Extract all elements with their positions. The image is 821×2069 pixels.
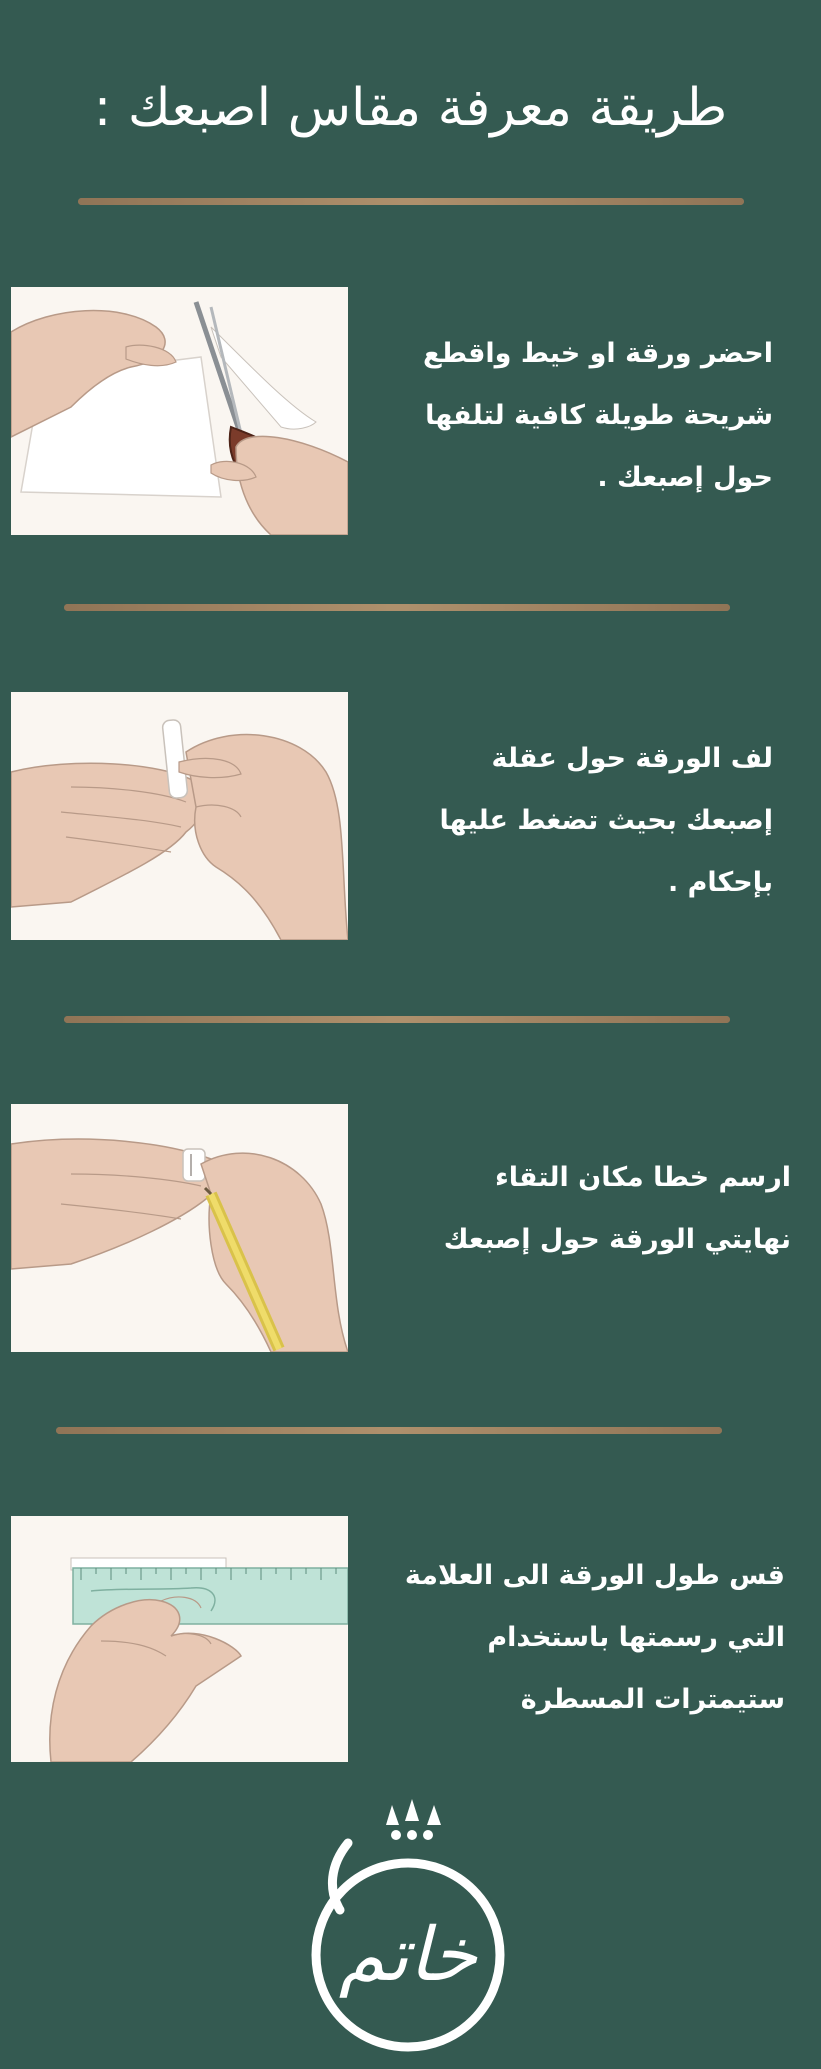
step-line: بإحكام .	[667, 867, 773, 898]
divider-1	[64, 604, 730, 611]
step-line: لف الورقة حول عقلة	[491, 743, 773, 774]
step-3-text	[444, 1147, 791, 1271]
step-line: ارسم خطا مكان التقاء	[494, 1162, 791, 1193]
crown-icon	[386, 1799, 441, 1840]
step-line: حول إصبعك .	[597, 462, 773, 493]
step-line: قس طول الورقة الى العلامة	[404, 1560, 785, 1591]
step-1-text	[423, 323, 773, 509]
step-line: إصبعك بحيث تضغط عليها	[439, 805, 773, 836]
step-2-text	[440, 728, 774, 914]
logo-wordmark: خاتم	[338, 1912, 478, 1998]
divider-3	[56, 1427, 722, 1434]
divider-2	[64, 1016, 730, 1023]
step-4-text	[405, 1545, 785, 1731]
step-line: احضر ورقة او خيط واقطع	[423, 338, 773, 369]
page-title: طريقة معرفة مقاس اصبعك :	[93, 78, 728, 138]
cut-paper-strip-illustration	[11, 287, 348, 535]
crown-ring-logo	[300, 1795, 520, 2065]
step-line: نهايتي الورقة حول إصبعك	[443, 1224, 791, 1255]
step-line: ستيمترات المسطرة	[520, 1684, 785, 1715]
divider-top	[78, 198, 744, 205]
mark-paper-pencil-illustration	[11, 1104, 348, 1352]
wrap-paper-finger-illustration	[11, 692, 348, 940]
step-line: شريحة طويلة كافية لتلفها	[425, 400, 773, 431]
step-line: التي رسمتها باستخدام	[487, 1622, 785, 1653]
measure-ruler-illustration	[11, 1516, 348, 1762]
